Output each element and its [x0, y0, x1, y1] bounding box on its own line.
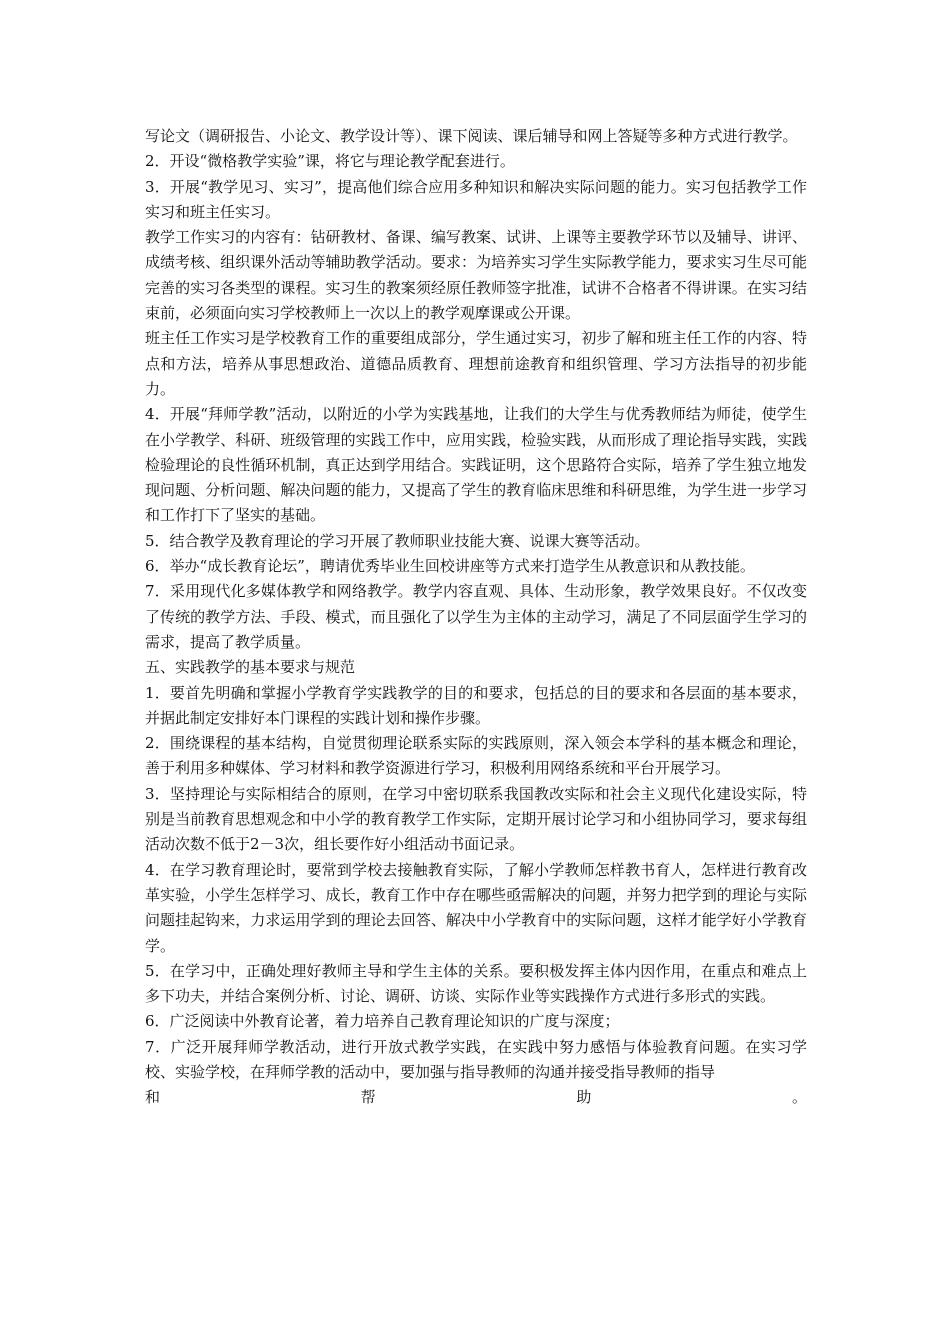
paragraph-continuation: 写论文（调研报告、小论文、教学设计等）、课下阅读、课后辅导和网上答疑等多种方式进行教学。 [145, 127, 798, 145]
requirement-item-2: 2．围绕课程的基本结构，自觉贯彻理论联系实际的实践原则，深入领会本学科的基本概念和理论，善于利用多种媒体、学习材料和教学资源进行学习，积极利用网络系统和平台开展学习。 [145, 734, 807, 778]
paragraph-item-5: 5．结合教学及教育理论的学习开展了教师职业技能大赛、说课大赛等活动。 [145, 531, 650, 550]
section-heading: 五、实践教学的基本要求与规范 [145, 658, 356, 677]
paragraph-item-6: 6．举办“成长教育论坛”，聘请优秀毕业生回校讲座等方式来打造学生从教意识和从教技能。 [145, 557, 755, 576]
paragraph-teaching-internship: 教学工作实习的内容有：钻研教材、备课、编写教案、试讲、上课等主要教学环节以及辅导、讲评、成绩考核、组织课外活动等辅助教学活动。要求：为培养实习学生实际教学能力，要求实习生尽可能完善的实习各类型的课程。实习生的教案须经原任教师签字批准，试讲不合格者不得讲课。在实习结束前，必须面向实习学校教师上一次以上的教学观摩课或公开课。 [145, 228, 807, 323]
last-line-char: 和 [145, 1088, 161, 1107]
paragraph-class-teacher-internship: 班主任工作实习是学校教育工作的重要组成部分，学生通过实习，初步了解和班主任工作的内容、特点和方法，培养从事思想政治、道德品质教育、理想前途教育和组织管理、学习方法指导的初步能力。 [145, 329, 807, 398]
paragraph-item-2: 2．开设“微格教学实验”课，将它与理论教学配套进行。 [145, 152, 515, 171]
paragraph-item-4: 4．开展“拜师学教”活动，以附近的小学为实践基地，让我们的大学生与优秀教师结为师徒，使学生在小学教学、科研、班级管理的实践工作中，应用实践，检验实践，从而形成了理论指导实践，实践检验理论的良性循环机制，真正达到学用结合。实践证明，这个思路符合实际，培养了学生独立地发现问题、分析问题、解决问题的能力，又提高了学生的教育临床思维和科研思维，为学生进一步学习和工作打下了坚实的基础。 [145, 405, 807, 525]
requirement-item-6: 6．广泛阅读中外教育论著，着力培养自己教育理论知识的广度与深度； [145, 1012, 620, 1031]
requirement-item-1: 1．要首先明确和掌握小学教育学实践教学的目的和要求，包括总的目的要求和各层面的基本要求，并据此制定安排好本门课程的实践计划和操作步骤。 [145, 683, 807, 727]
requirement-item-7: 7．广泛开展拜师学教活动，进行开放式教学实践，在实践中努力感悟与体验教育问题。在实习学校、实验学校，在拜师学教的活动中，要加强与指导教师的沟通并接受指导教师的指导 [145, 1037, 807, 1081]
last-line-char: 帮 [360, 1088, 376, 1107]
document-body [145, 124, 807, 1111]
requirement-item-4: 4．在学习教育理论时，要常到学校去接触教育实际，了解小学教师怎样教书育人，怎样进行教育改革实验，小学生怎样学习、成长，教育工作中存在哪些亟需解决的问题，并努力把学到的理论与实际问题挂起钩来，力求运用学到的理论去回答、解决中小学教育中的实际问题，这样才能学好小学教育学。 [145, 860, 807, 955]
paragraph-item-3: 3．开展“教学见习、实习”，提高他们综合应用多种知识和解决实际问题的能力。实习包括教学工作实习和班主任实习。 [145, 177, 807, 221]
justified-last-line [145, 1085, 807, 1110]
last-line-char: 助 [576, 1088, 592, 1107]
last-line-char: 。 [791, 1088, 807, 1107]
requirement-item-5: 5．在学习中，正确处理好教师主导和学生主体的关系。要积极发挥主体内因作用，在重点和难点上多下功夫，并结合案例分析、讨论、调研、访谈、实际作业等实践操作方式进行多形式的实践。 [145, 961, 807, 1006]
paragraph-item-7: 7．采用现代化多媒体教学和网络教学。教学内容直观、具体、生动形象，教学效果良好。不仅改变了传统的教学方法、手段、模式，而且强化了以学生为主体的主动学习，满足了不同层面学生学习的需求，提高了教学质量。 [145, 582, 807, 651]
requirement-item-3: 3．坚持理论与实际相结合的原则，在学习中密切联系我国教改实际和社会主义现代化建设实际，特别是当前教育思想观念和中小学的教育教学工作实际，定期开展讨论学习和小组协同学习，要求每组活动次数不低于2－3次，组长要作好小组活动书面记录。 [145, 784, 807, 854]
